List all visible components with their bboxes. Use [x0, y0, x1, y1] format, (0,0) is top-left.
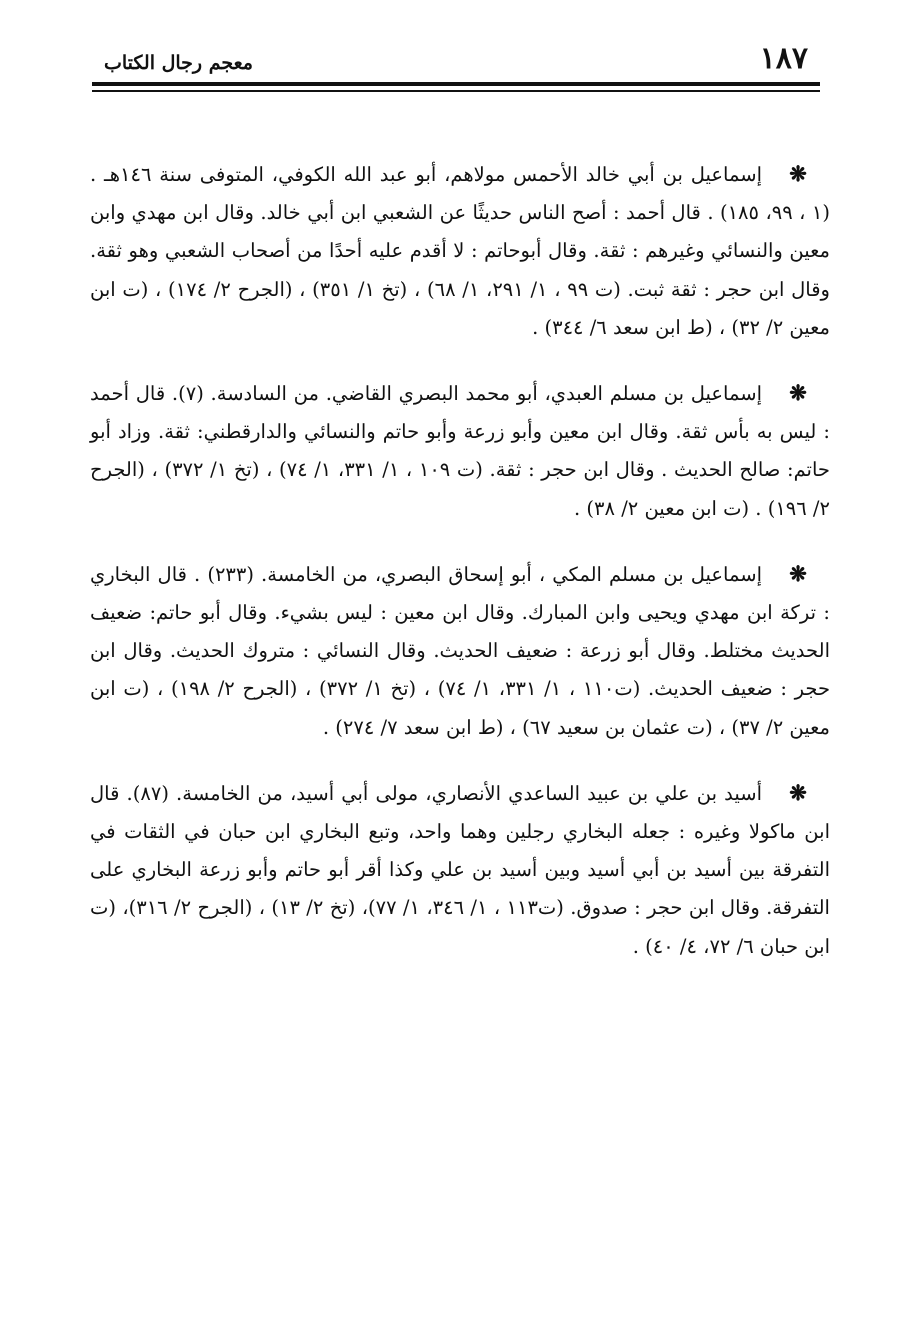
- page-header: [92, 40, 820, 96]
- header-rule-thick: [92, 82, 820, 86]
- entry-text: إسماعيل بن مسلم العبدي، أبو محمد البصري القاضي. من السادسة. (٧). قال أحمد : ليس به بأس ثقة. وقال ابن معين وأبو زرعة وأبو حاتم والنسائي والدارقطني: ثقة. وزاد أبو حاتم: صالح الحديث . وقال ابن حجر : ثقة. (ت ١٠٩ ، ١/ ٣٣١، ١/ ٧٤) ، (تخ ١/ ٣٧٢) ، (الجرح ٢/ ١٩٦) . (ت ابن معين ٢/ ٣٨) .: [90, 382, 830, 520]
- page-number: ١٨٧: [759, 41, 808, 76]
- entry-star-icon: ❋: [789, 380, 807, 406]
- entry-text: أسيد بن علي بن عبيد الساعدي الأنصاري، مولى أبي أسيد، من الخامسة. (٨٧). قال ابن ماكولا وغيره : جعله البخاري رجلين وهما واحد، وتبع البخاري ابن حبان في الثقات في التفرقة بين أسيد بن أبي أسيد وبين أسيد بن علي وكذا أقر أبو حاتم وأبو زرعة البخاري على التفرقة. وقال ابن حجر : صدوق. (ت١١٣ ، ١/ ٣٤٦، ١/ ٧٧)، (تخ ٢/ ١٣) ، (الجرح ٢/ ٣١٦)، (ت ابن حبان ٦/ ٧٢، ٤/ ٤٠) .: [90, 781, 830, 958]
- entry-ismail-ibn-abi-khalid: [90, 155, 830, 347]
- running-title: معجم رجال الكتاب: [104, 52, 253, 74]
- entry-star-icon: ❋: [789, 560, 807, 586]
- entry-ismail-ibn-muslim-al-makki: [90, 555, 830, 747]
- entry-usayd-ibn-ali: [90, 774, 830, 966]
- entry-star-icon: ❋: [789, 161, 807, 186]
- entry-text: إسماعيل بن أبي خالد الأحمس مولاهم، أبو عبد الله الكوفي، المتوفى سنة ١٤٦هـ . (١ ، ٩٩، ١٨٥) . قال أحمد : أصح الناس حديثًا عن الشعبي ابن أبي خالد. وقال ابن مهدي وابن معين والنسائي وغيرهم : ثقة. وقال أبوحاتم : لا أقدم عليه أحدًا من أصحاب الشعبي وهو ثقة. وقال ابن حجر : ثقة ثبت. (ت ٩٩ ، ١/ ٢٩١، ١/ ٦٨) ، (تخ ١/ ٣٥١) ، (الجرح ٢/ ١٧٤) ، (ت ابن معين ٢/ ٣٢) ، (ط ابن سعد ٦/ ٣٤٤) .: [90, 163, 830, 339]
- header-rule-thin: [92, 90, 820, 92]
- entry-star-icon: ❋: [789, 779, 807, 805]
- entry-ismail-ibn-muslim-al-abdi: [90, 374, 830, 528]
- entries-body: [90, 155, 830, 993]
- entry-text: إسماعيل بن مسلم المكي ، أبو إسحاق البصري، من الخامسة. (٢٣٣) . قال البخاري : تركة ابن مهدي ويحيى وابن المبارك. وقال ابن معين : ليس بشيء. وقال أبو حاتم: ضعيف الحديث مختلط. وقال أبو زرعة : ضعيف الحديث. وقال النسائي : متروك الحديث. وقال ابن حجر : ضعيف الحديث. (ت١١٠ ، ١/ ٣٣١، ١/ ٧٤) ، (تخ ١/ ٣٧٢) ، (الجرح ٢/ ١٩٨) ، (ت ابن معين ٢/ ٣٧) ، (ت عثمان بن سعيد ٦٧) ، (ط ابن سعد ٧/ ٢٧٤) .: [90, 562, 830, 739]
